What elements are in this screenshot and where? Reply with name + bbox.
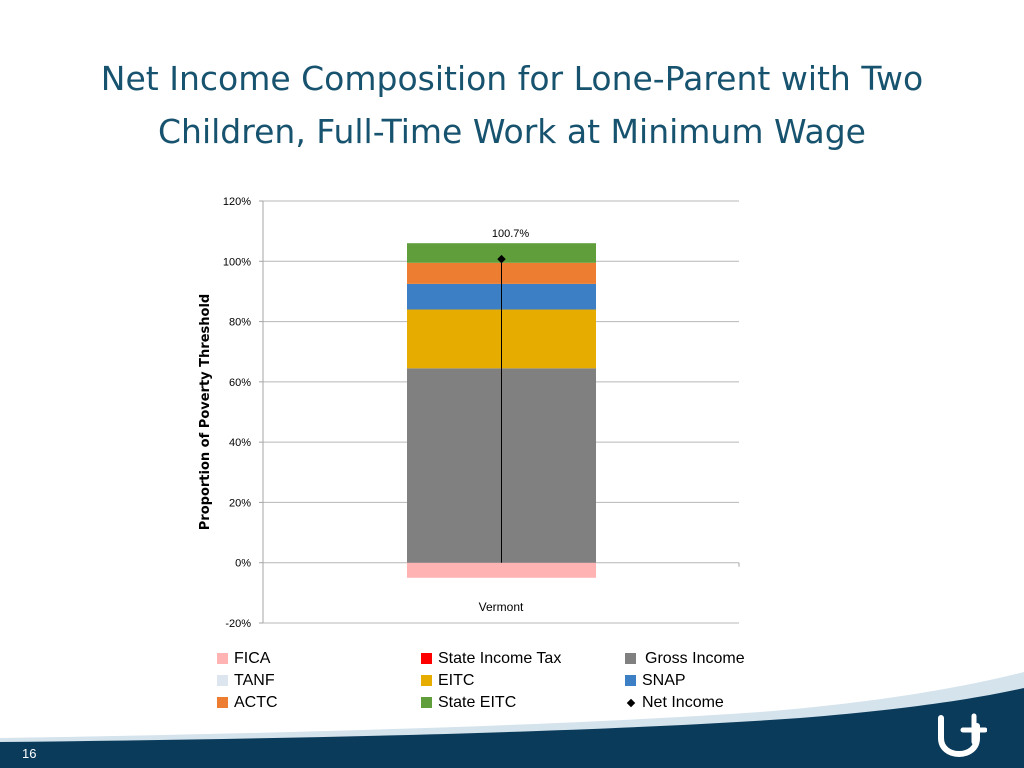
x-category-label: Vermont	[478, 600, 524, 614]
legend-label-eitc: EITC	[438, 671, 475, 689]
title-line-1: Net Income Composition for Lone-Parent with Two	[100, 59, 924, 98]
y-tick-label: 60%	[228, 376, 251, 389]
bar-segment-fica	[407, 563, 596, 578]
y-tick-label: 0%	[235, 557, 251, 570]
legend-label-snap: SNAP	[642, 671, 686, 689]
title-line-2: Children, Full-Time Work at Minimum Wage	[158, 112, 866, 151]
y-tick-label: 120%	[222, 196, 251, 208]
y-tick-labels	[223, 196, 251, 630]
legend-label-tanf: TANF	[234, 671, 275, 689]
y-tick-label: -20%	[225, 618, 251, 630]
university-logo-icon	[933, 712, 987, 758]
legend-label-actc: ACTC	[234, 693, 278, 711]
footer-wave	[0, 660, 1024, 768]
legend-label-gross-income: Gross Income	[645, 649, 745, 667]
legend-label-state-eitc: State EITC	[438, 693, 517, 711]
legend-label-net-income: Net Income	[642, 693, 724, 711]
net-income-data-label: 100.7%	[491, 228, 530, 241]
page-number: 16	[22, 746, 37, 761]
y-tick-label: 40%	[228, 437, 251, 450]
y-tick-label: 100%	[222, 256, 251, 269]
legend-label-fica: FICA	[234, 649, 271, 667]
legend-label-state-income-tax: State Income Tax	[438, 649, 562, 667]
y-tick-label: 20%	[228, 497, 251, 510]
y-tick-label: 80%	[228, 316, 251, 329]
y-axis-title: Proportion of Poverty Threshold	[198, 293, 213, 531]
